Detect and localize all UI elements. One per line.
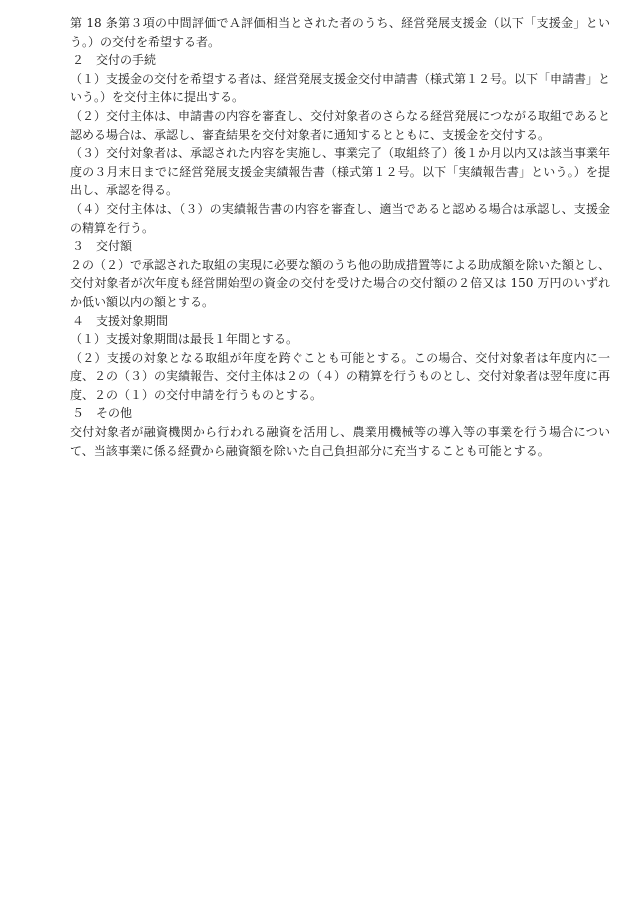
document-page <box>70 14 610 460</box>
section-2-heading: ２ 交付の手続 <box>72 53 157 68</box>
section-4-item-2: （２）支援の対象となる取組が年度を跨ぐことも可能とする。この場合、交付対象者は年度内に一度、２の（３）の実績報告、交付主体は２の（４）の精算を行うものとし、交付対象者は翌年度に再度、２の（１）の交付申請を行うものとする。 <box>70 350 611 402</box>
section-2-item-3: （３）交付対象者は、承認された内容を実施し、事業完了（取組終了）後１か月以内又は該当事業年度の３月末日までに経営発展支援金実績報告書（様式第１２号。以下「実績報告書」という。）を提出し、承認を得る。 <box>70 146 611 198</box>
section-2-item-4: （４）交付主体は、（３）の実績報告書の内容を審査し、適当であると認める場合は承認し、支援金の精算を行う。 <box>70 201 610 235</box>
section-5-heading: ５ その他 <box>72 406 133 421</box>
section-4-item-1: （１）支援対象期間は最長１年間とする。 <box>70 332 299 347</box>
intro-paragraph: 第 18 条第３項の中間評価でＡ評価相当とされた者のうち、経営発展支援金（以下「支援金」という。）の交付を希望する者。 <box>70 16 610 49</box>
section-3-body: ２の（２）で承認された取組の実現に必要な額のうち他の助成措置等による助成額を除いた額とし、交付対象者が次年度も経営開始型の資金の交付を受けた場合の交付額の２倍又は 150 万円のいずれか低い額以内の額とする。 <box>70 257 611 309</box>
section-3-heading: ３ 交付額 <box>72 239 133 254</box>
section-2-item-2: （２）交付主体は、申請書の内容を審査し、交付対象者のさらなる経営発展につながる取組であると認める場合は、承認し、審査結果を交付対象者に通知するとともに、支援金を交付する。 <box>70 108 610 142</box>
section-4-heading: ４ 支援対象期間 <box>72 313 169 328</box>
section-2-item-1: （１）支援金の交付を希望する者は、経営発展支援金交付申請書（様式第１２号。以下「申請書」という。）を交付主体に提出する。 <box>70 71 611 105</box>
section-5-body: 交付対象者が融資機関から行われる融資を活用し、農業用機械等の導入等の事業を行う場合について、当該事業に係る経費から融資額を除いた自己負担部分に充当することも可能とする。 <box>70 425 610 458</box>
